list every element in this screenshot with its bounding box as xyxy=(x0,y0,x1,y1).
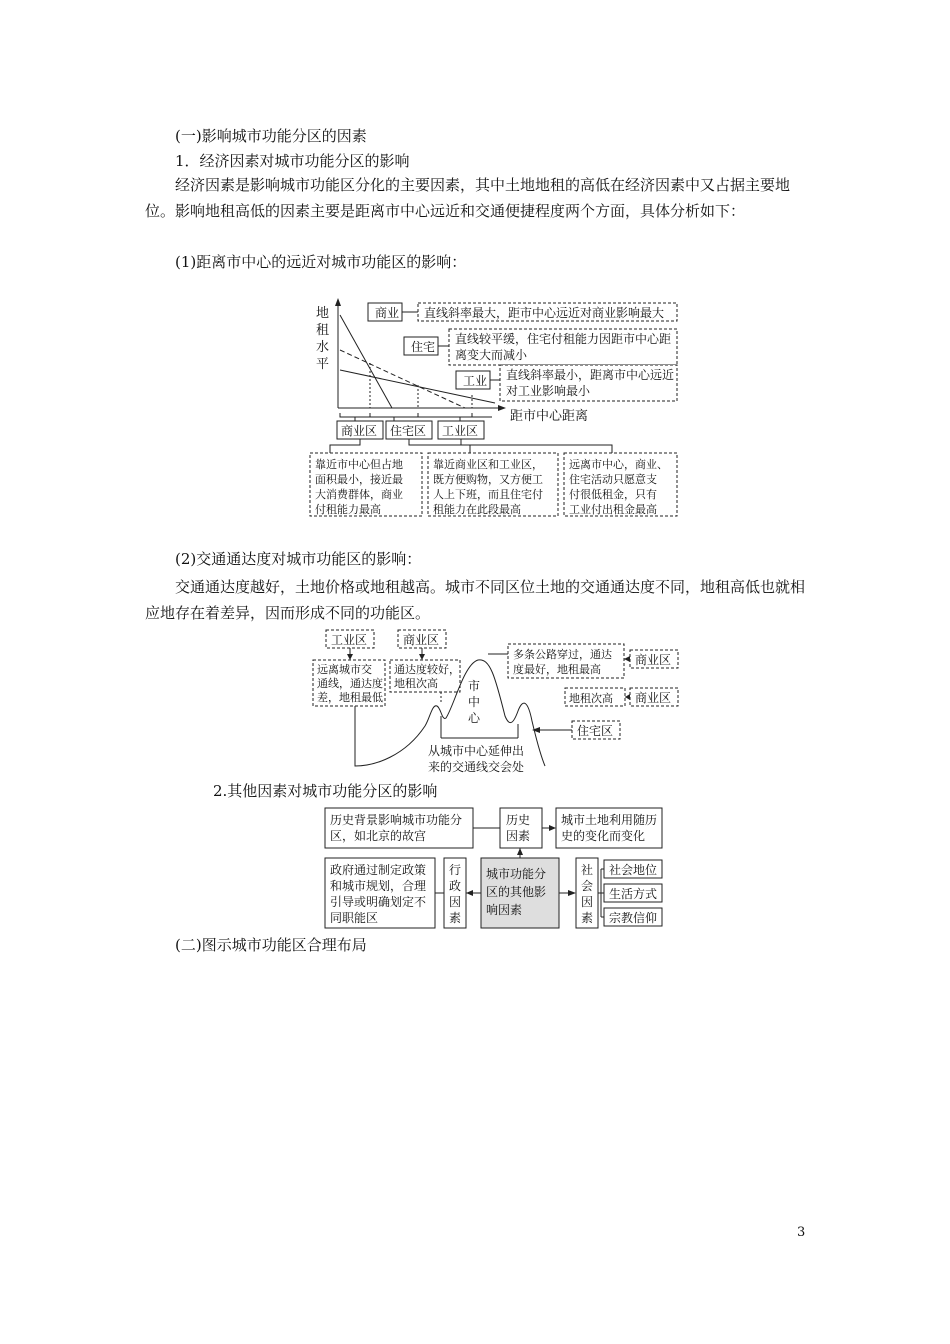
svg-text:商业: 商业 xyxy=(375,306,400,320)
svg-text:地租次高: 地租次高 xyxy=(569,692,613,705)
svg-text:区，如北京的故宫: 区，如北京的故宫 xyxy=(330,829,427,843)
svg-text:差，地租最低: 差，地租最低 xyxy=(317,691,383,704)
svg-text:通达度较好，: 通达度较好， xyxy=(394,663,460,676)
svg-text:住宅活动只愿意支: 住宅活动只愿意支 xyxy=(569,473,657,486)
svg-text:住宅: 住宅 xyxy=(411,340,436,354)
svg-text:史的变化而变化: 史的变化而变化 xyxy=(561,829,646,843)
svg-text:远离市中心，商业、: 远离市中心，商业、 xyxy=(569,458,668,471)
commerce-rent-line xyxy=(340,315,392,408)
figure-distance-rent xyxy=(0,295,950,525)
svg-text:离变大而减小: 离变大而减小 xyxy=(455,348,528,362)
svg-text:住宅区: 住宅区 xyxy=(577,724,614,738)
svg-text:商业区: 商业区 xyxy=(635,653,672,667)
svg-text:历史: 历史 xyxy=(506,813,531,827)
svg-text:社会地位: 社会地位 xyxy=(609,863,658,877)
svg-text:素: 素 xyxy=(581,911,594,925)
svg-text:工业区: 工业区 xyxy=(331,633,368,647)
svg-text:既方便购物，又方便工: 既方便购物，又方便工 xyxy=(433,473,543,486)
subsection-distance: (1)距离市中心的远近对城市功能区的影响： xyxy=(175,253,467,271)
svg-text:住宅区: 住宅区 xyxy=(390,424,427,438)
subsection-other-factors: 2.其他因素对城市功能分区的影响 xyxy=(213,782,438,800)
svg-text:商业区: 商业区 xyxy=(635,691,672,705)
svg-text:面积最小，接近最: 面积最小，接近最 xyxy=(315,473,403,486)
svg-text:大消费群体，商业: 大消费群体，商业 xyxy=(315,488,403,501)
subsection-accessibility: (2)交通通达度对城市功能区的影响： xyxy=(175,550,422,568)
paragraph-economic-factors: 经济因素是影响城市功能区分化的主要因素，其中土地地租的高低在经济因素中又占据主要地位。影响地租高低的因素主要是距离市中心远近和交通便捷程度两个方面，具体分析如下： xyxy=(145,176,791,220)
city-center-label xyxy=(468,679,481,725)
svg-text:地: 地 xyxy=(316,306,330,321)
svg-text:中: 中 xyxy=(468,695,481,709)
svg-text:租能力在此段最高: 租能力在此段最高 xyxy=(433,503,521,516)
figure-accessibility-rent xyxy=(0,626,950,776)
svg-text:和城市规划，合理: 和城市规划，合理 xyxy=(330,879,427,893)
svg-text:商业区: 商业区 xyxy=(403,633,440,647)
svg-text:素: 素 xyxy=(449,911,462,925)
svg-text:同职能区: 同职能区 xyxy=(330,911,379,925)
svg-text:社: 社 xyxy=(581,863,594,877)
svg-text:商业区: 商业区 xyxy=(341,424,378,438)
svg-text:引导或明确划定不: 引导或明确划定不 xyxy=(330,895,427,909)
svg-text:生活方式: 生活方式 xyxy=(609,887,658,901)
y-axis-label xyxy=(316,305,329,372)
note-junction xyxy=(428,743,524,774)
svg-text:度最好，地租最高: 度最好，地租最高 xyxy=(513,663,601,676)
svg-text:因: 因 xyxy=(449,895,462,909)
svg-text:工业区: 工业区 xyxy=(442,424,479,438)
svg-text:历史背景影响城市功能分: 历史背景影响城市功能分 xyxy=(330,813,463,827)
svg-text:区的其他影: 区的其他影 xyxy=(486,885,547,899)
subsection-heading-1: 1．经济因素对城市功能分区的影响 xyxy=(175,152,410,170)
svg-text:水: 水 xyxy=(316,340,330,355)
svg-text:从城市中心延伸出: 从城市中心延伸出 xyxy=(428,744,525,758)
svg-text:直线斜率最大，距市中心远近对商业影响最大: 直线斜率最大，距市中心远近对商业影响最大 xyxy=(424,306,665,320)
svg-text:通线，通达度: 通线，通达度 xyxy=(317,677,383,690)
svg-text:直线斜率最小，距离市中心远近: 直线斜率最小，距离市中心远近 xyxy=(506,368,675,382)
page-number: 3 xyxy=(797,1225,806,1240)
svg-text:工业付出租金最高: 工业付出租金最高 xyxy=(569,503,657,516)
svg-text:宗教信仰: 宗教信仰 xyxy=(609,911,658,925)
svg-text:远离城市交: 远离城市交 xyxy=(317,663,372,676)
svg-text:因: 因 xyxy=(581,895,594,909)
svg-text:会: 会 xyxy=(581,879,594,893)
svg-text:政府通过制定政策: 政府通过制定政策 xyxy=(330,863,427,877)
svg-text:平: 平 xyxy=(316,357,330,372)
svg-text:靠近市中心但占地: 靠近市中心但占地 xyxy=(315,458,403,471)
svg-text:响因素: 响因素 xyxy=(486,903,523,917)
svg-text:直线较平缓，住宅付租能力因距市中心距: 直线较平缓，住宅付租能力因距市中心距 xyxy=(455,332,672,346)
residential-rent-line xyxy=(340,350,465,408)
svg-text:市: 市 xyxy=(468,679,481,693)
figure-other-factors xyxy=(0,806,950,931)
svg-text:付租能力最高: 付租能力最高 xyxy=(315,503,381,516)
svg-text:付很低租金，只有: 付很低租金，只有 xyxy=(569,488,657,501)
svg-text:城市土地利用随历: 城市土地利用随历 xyxy=(561,813,658,827)
section-heading-1: (一)影响城市功能分区的因素 xyxy=(175,127,367,145)
paragraph-accessibility: 交通通达度越好，土地价格或地租越高。城市不同区位土地的交通通达度不同，地租高低也就相应地存在着差异，因而形成不同的功能区。 xyxy=(145,578,806,622)
svg-text:租: 租 xyxy=(316,323,330,338)
svg-text:多条公路穿过，通达: 多条公路穿过，通达 xyxy=(513,648,612,661)
svg-text:对工业影响最小: 对工业影响最小 xyxy=(506,384,591,398)
svg-text:靠近商业区和工业区，: 靠近商业区和工业区， xyxy=(433,458,543,471)
section-heading-2: (二)图示城市功能区合理布局 xyxy=(175,936,367,954)
svg-text:城市功能分: 城市功能分 xyxy=(486,867,547,881)
svg-text:心: 心 xyxy=(468,711,481,725)
svg-text:人上下班，而且住宅付: 人上下班，而且住宅付 xyxy=(433,488,543,501)
x-axis-label: 距市中心距离 xyxy=(510,409,589,424)
svg-text:因素: 因素 xyxy=(506,829,531,843)
svg-text:政: 政 xyxy=(449,879,462,893)
svg-text:地租次高: 地租次高 xyxy=(394,677,438,690)
svg-text:工业: 工业 xyxy=(463,374,488,388)
svg-text:行: 行 xyxy=(449,863,462,877)
svg-text:来的交通线交会处: 来的交通线交会处 xyxy=(428,760,525,774)
